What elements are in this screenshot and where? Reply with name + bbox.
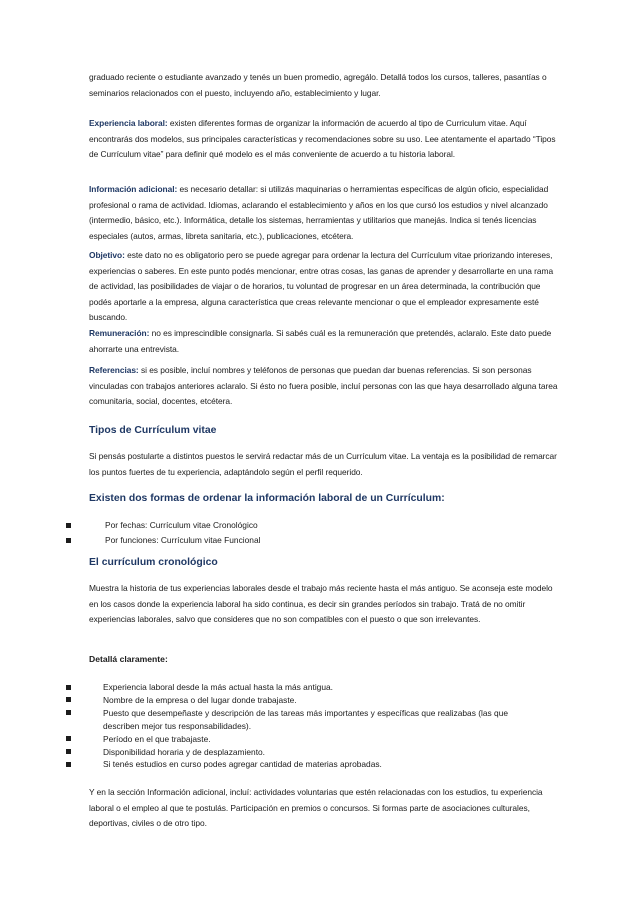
list-item — [66, 733, 546, 746]
square-bullet-icon — [66, 710, 71, 715]
list-item — [66, 746, 546, 759]
informacion-label: Información adicional: — [89, 184, 178, 194]
list-item-text: Por fechas: Currículum vitae Cronológico — [105, 520, 258, 530]
closing-text: Y en la sección Información adicional, incluí: actividades voluntarias que estén relacionadas con los estudios, tu experiencia laboral o el empleo al que te postulás. Participación en premios o concursos. Si formas parte de asociaciones culturales, deportivas, civiles o de otro tipo. — [89, 787, 543, 829]
cronologico-text: Muestra la historia de tus experiencias laborales desde el trabajo más reciente hasta el más antiguo. Se aconseja este modelo en los casos donde la experiencia laboral ha sido continua, es decir sin grandes períodos sin trabajo. Tratá de no omitir experiencias laborales, salvo que consideres que no son compatibles con el puesto o que son irrelevantes. — [89, 583, 553, 625]
objetivo-text: este dato no es obligatorio pero se puede agregar para ordenar la lectura del Currículum vitae priorizando intereses, experiencias o saberes. En este punto podés mencionar, entre otras cosas, las ganas de aprender y desarrollarte en una rama de actividad, las posibilidades de viajar o de horarios, tu voluntad de progresar en un área determinada, la contribución que podés aportarle a la empresa, alguna característica que creas relevante mencionar o que el empleador expresamente esté buscando. — [89, 250, 554, 323]
square-bullet-icon — [66, 749, 71, 754]
remuneracion-paragraph — [89, 326, 559, 357]
square-bullet-icon — [66, 538, 71, 543]
list-item-text: Período en el que trabajaste. — [103, 733, 211, 744]
objetivo-label: Objetivo: — [89, 250, 125, 260]
list-item-text: Disponibilidad horaria y de desplazamiento. — [103, 746, 266, 757]
square-bullet-icon — [66, 736, 71, 741]
list-item — [66, 518, 546, 533]
informacion-paragraph — [89, 182, 559, 244]
list-item — [66, 707, 546, 733]
objetivo-paragraph — [89, 248, 559, 326]
list-item-text: Si tenés estudios en curso podes agregar cantidad de materias aprobadas. — [103, 759, 382, 770]
square-bullet-icon — [66, 523, 71, 528]
experiencia-text: existen diferentes formas de organizar la información de acuerdo al tipo de Curriculum vitae. Aquí encontrarás dos modelos, sus principales características y recomendaciones sobre su uso. Lee atentamente el apartado “Tipos de Currículum vitae” para definir qué modelo es el más conveniente de acuerdo a tu historia laboral. — [89, 118, 556, 160]
list-item-text: Por funciones: Currículum vitae Funcional — [105, 535, 261, 545]
list-item-text: Nombre de la empresa o del lugar donde trabajaste. — [103, 694, 297, 705]
closing-paragraph — [89, 785, 559, 832]
formas-list — [66, 518, 546, 548]
referencias-text: si es posible, incluí nombres y teléfonos de personas que puedan dar buenas referencias. Si son personas vinculadas con trabajos anteriores aclaralo. Si ésto no fuera posible, incluí personas con las que haya desarrollado alguna tarea comunitaria, social, docentes, etcétera. — [89, 365, 558, 407]
list-item-text: Puesto que desempeñaste y descripción de las tareas más importantes y específicas que realizabas (las que describen mejor tus responsabilidades). — [103, 707, 509, 731]
list-item-text: Experiencia laboral desde la más actual hasta la más antigua. — [103, 682, 333, 692]
referencias-paragraph — [89, 363, 559, 410]
list-item — [66, 681, 546, 694]
referencias-label: Referencias: — [89, 365, 139, 375]
square-bullet-icon — [66, 685, 71, 690]
list-item — [66, 694, 546, 707]
cronologico-heading: El currículum cronológico — [89, 557, 218, 568]
remuneracion-label: Remuneración: — [89, 328, 150, 338]
intro-text: graduado reciente o estudiante avanzado y tenés un buen promedio, agregálo. Detallá todos los cursos, talleres, pasantías o seminarios relacionados con el puesto, incluyendo año, establecimiento y lugar. — [89, 72, 547, 98]
cronologico-paragraph — [89, 581, 559, 628]
square-bullet-icon — [66, 762, 71, 767]
tipos-heading: Tipos de Currículum vitae — [89, 425, 217, 436]
tipos-text: Si pensás postularte a distintos puestos le servirá redactar más de un Currículum vitae. La ventaja es la posibilidad de remarcar los puntos fuertes de tu experiencia, adaptándolo según el perfil requerido. — [89, 451, 557, 477]
tipos-paragraph — [89, 449, 559, 480]
experiencia-paragraph — [89, 116, 559, 163]
list-item — [66, 758, 546, 771]
informacion-text: es necesario detallar: si utilizás maquinarias o herramientas específicas de algún oficio, especialidad profesional o rama de actividad. Idiomas, aclarando el establecimiento y años en los que cursó los estudios y nivel alcanzado (intermedio, básico, etc.). Informática, detalle los sistemas, herramientas y utilitarios que manejás. Indica si tenés licencias especiales (autos, armas, libreta sanitaria, etc.), publicaciones, etcétera. — [89, 184, 549, 241]
formas-heading: Existen dos formas de ordenar la información laboral de un Currículum: — [89, 493, 445, 504]
detalla-list — [66, 681, 546, 771]
experiencia-label: Experiencia laboral: — [89, 118, 168, 128]
list-item — [66, 533, 546, 548]
remuneracion-text: no es imprescindible consignarla. Si sabés cuál es la remuneración que pretendés, aclaralo. Este dato puede ahorrarte una entrevista. — [89, 328, 552, 354]
intro-paragraph — [89, 70, 559, 101]
square-bullet-icon — [66, 697, 71, 702]
detalla-heading: Detallá claramente: — [89, 654, 168, 664]
